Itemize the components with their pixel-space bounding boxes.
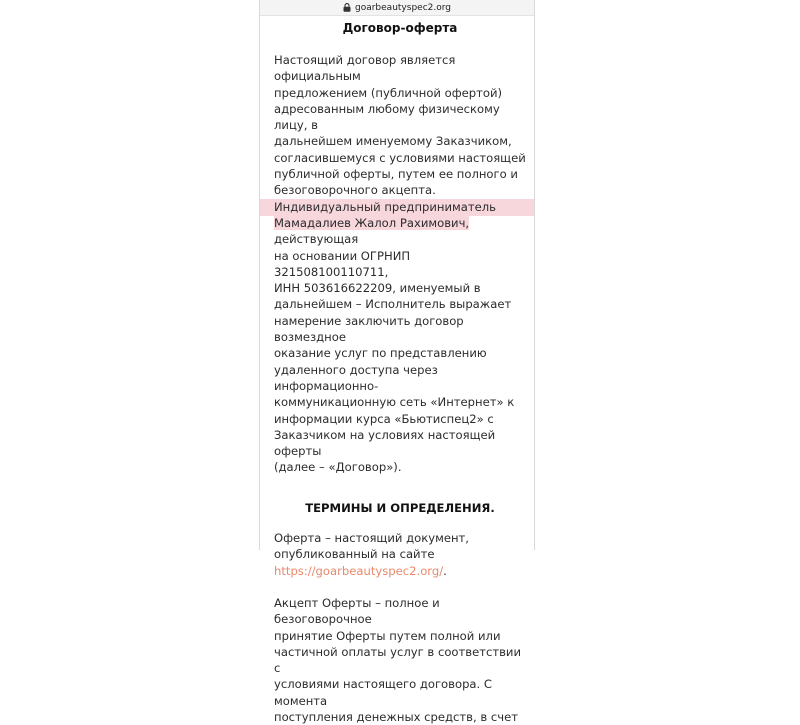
text-line <box>274 215 526 248</box>
text-line: опубликованный на сайте <box>274 547 435 562</box>
party-paragraph <box>274 199 526 476</box>
party-name-highlight: Мамадалиев Жалол Рахимович, <box>274 215 470 230</box>
section-heading: ТЕРМИНЫ И ОПРЕДЕЛЕНИЯ. <box>305 500 495 515</box>
text-line: Индивидуальный предприниматель <box>274 199 497 214</box>
text-fragment: . <box>443 563 447 578</box>
lock-icon <box>343 3 351 12</box>
url-text: goarbeautyspec2.org <box>355 2 451 13</box>
text-line <box>274 563 526 579</box>
address-bar[interactable] <box>260 0 534 16</box>
text-line: предложением (публичной офертой) <box>274 85 503 100</box>
text-line: частичной оплаты услуг в соответствии с <box>274 644 522 676</box>
text-line: согласившемуся с условиями настоящей <box>274 150 526 165</box>
text-line: информации курса «Бьютиспец2» с <box>274 411 494 426</box>
page-title: Договор-оферта <box>342 21 458 35</box>
offer-paragraph <box>274 530 526 579</box>
text-line: намерение заключить договор возмездное <box>274 313 464 345</box>
text-line: (далее – «Договор»). <box>274 460 402 475</box>
document-content <box>274 18 526 725</box>
text-line: адресованным любому физическому лицу, в <box>274 101 500 133</box>
text-line: Акцепт Оферты – полное и безоговорочное <box>274 595 440 627</box>
text-line: поступления денежных средств, в счет <box>274 709 518 724</box>
text-line: дальнейшем именуемому Заказчиком, <box>274 134 512 149</box>
text-line: Оферта – настоящий документ, <box>274 531 469 546</box>
intro-paragraph <box>274 52 526 199</box>
text-line: безоговорочного акцепта. <box>274 183 436 198</box>
text-fragment: действующая <box>274 232 359 247</box>
text-line: публичной оферты, путем ее полного и <box>274 167 518 182</box>
highlighted-line <box>274 199 526 215</box>
text-line: условиями настоящего договора. С момента <box>274 677 492 708</box>
text-line: принятие Оферты путем полной или <box>274 628 501 643</box>
mobile-browser-viewport <box>259 0 535 724</box>
text-line: дальнейшем – Исполнитель выражает <box>274 297 512 312</box>
text-line: оказание услуг по представлению <box>274 346 487 361</box>
accept-paragraph <box>274 595 526 725</box>
text-line: коммуникационную сеть «Интернет» к <box>274 395 515 410</box>
text-line: на основании ОГРНИП 321508100110711, <box>274 248 411 279</box>
text-line: Заказчиком на условиях настоящей оферты <box>274 427 496 459</box>
text-line: ИНН 503616622209, именуемый в <box>274 281 481 296</box>
text-line: Настоящий договор является официальным <box>274 53 456 84</box>
site-link[interactable]: https://goarbeautyspec2.org/ <box>274 563 444 578</box>
text-line: удаленного доступа через информационно- <box>274 362 438 393</box>
